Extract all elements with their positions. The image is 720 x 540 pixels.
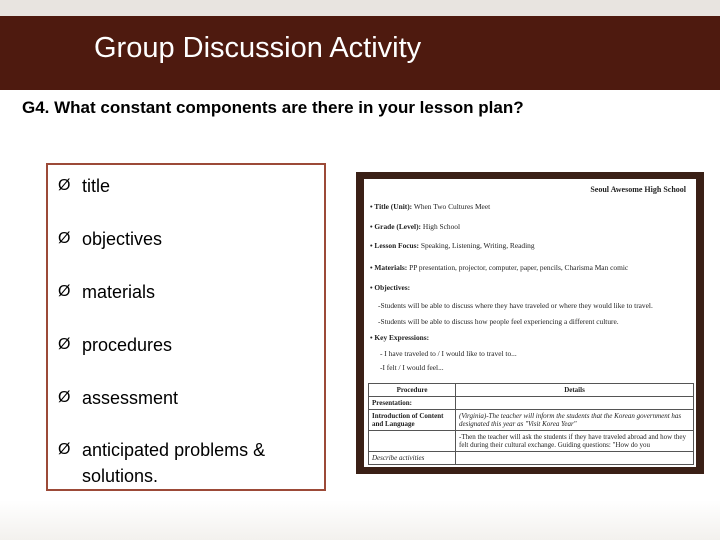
list-item-label: objectives: [82, 229, 163, 249]
doc-line: • Materials: PP presentation, projector, computer, paper, pencils, Charisma Man comic: [370, 263, 629, 272]
table-row: [369, 431, 694, 452]
table-header: Procedure: [369, 384, 456, 397]
doc-line: -Students will be able to discuss how people feel experiencing a different culture.: [378, 317, 619, 326]
list-item: [58, 437, 302, 489]
list-item: [58, 332, 302, 358]
table-row: [369, 452, 694, 465]
doc-line: • Grade (Level): High School: [370, 222, 461, 231]
table-cell: -Then the teacher will ask the students if they have traveled abroad and how they felt during their cultural exchange. Guiding questions: "How do you: [456, 431, 694, 452]
table-cell: [369, 431, 456, 452]
arrow-bullet-icon: Ø: [58, 389, 71, 406]
doc-line: -Students will be able to discuss where they have traveled or where they would like to travel.: [378, 301, 653, 310]
list-item: [58, 226, 302, 252]
doc-line: • Title (Unit): When Two Cultures Meet: [370, 202, 491, 211]
arrow-bullet-icon: Ø: [58, 177, 71, 194]
table-header: Details: [456, 384, 694, 397]
table-row: [369, 410, 694, 431]
background-fade: [0, 500, 720, 540]
arrow-bullet-icon: Ø: [58, 441, 71, 458]
doc-line: - I have traveled to / I would like to travel to...: [380, 349, 517, 358]
list-item-label: materials: [82, 282, 156, 302]
doc-line: • Lesson Focus: Speaking, Listening, Writing, Reading: [370, 241, 535, 250]
table-cell: [456, 397, 694, 410]
table-cell: Describe activities: [369, 452, 456, 465]
table-cell: (Virginia)-The teacher will inform the students that the Korean government has designated this year as "Visit Korea Year": [456, 410, 694, 431]
doc-line: -I felt / I would feel...: [380, 363, 444, 372]
list-item: [58, 279, 302, 305]
arrow-bullet-icon: Ø: [58, 336, 71, 353]
table-row: [369, 397, 694, 410]
procedure-table: [368, 383, 694, 465]
list-item: [58, 173, 302, 199]
list-item-label: title: [82, 176, 111, 196]
question-text: G4. What constant components are there in your lesson plan?: [22, 98, 524, 117]
list-item-label: assessment: [82, 388, 179, 408]
list-item-label: procedures: [82, 335, 173, 355]
list-item-label: anticipated problems & solutions.: [82, 440, 266, 486]
arrow-bullet-icon: Ø: [58, 283, 71, 300]
top-strip: [0, 0, 720, 16]
list-item: [58, 385, 302, 411]
components-list: [46, 163, 326, 491]
lesson-plan-image: [356, 172, 704, 474]
doc-line: • Objectives:: [370, 283, 411, 292]
table-cell: Presentation:: [369, 397, 456, 410]
arrow-bullet-icon: Ø: [58, 230, 71, 247]
lesson-plan-page: [364, 179, 696, 467]
school-name: Seoul Awesome High School: [590, 185, 686, 194]
slide-title: Group Discussion Activity: [94, 32, 422, 64]
table-cell: [456, 452, 694, 465]
table-cell: Introduction of Content and Language: [369, 410, 456, 431]
doc-line: • Key Expressions:: [370, 333, 430, 342]
